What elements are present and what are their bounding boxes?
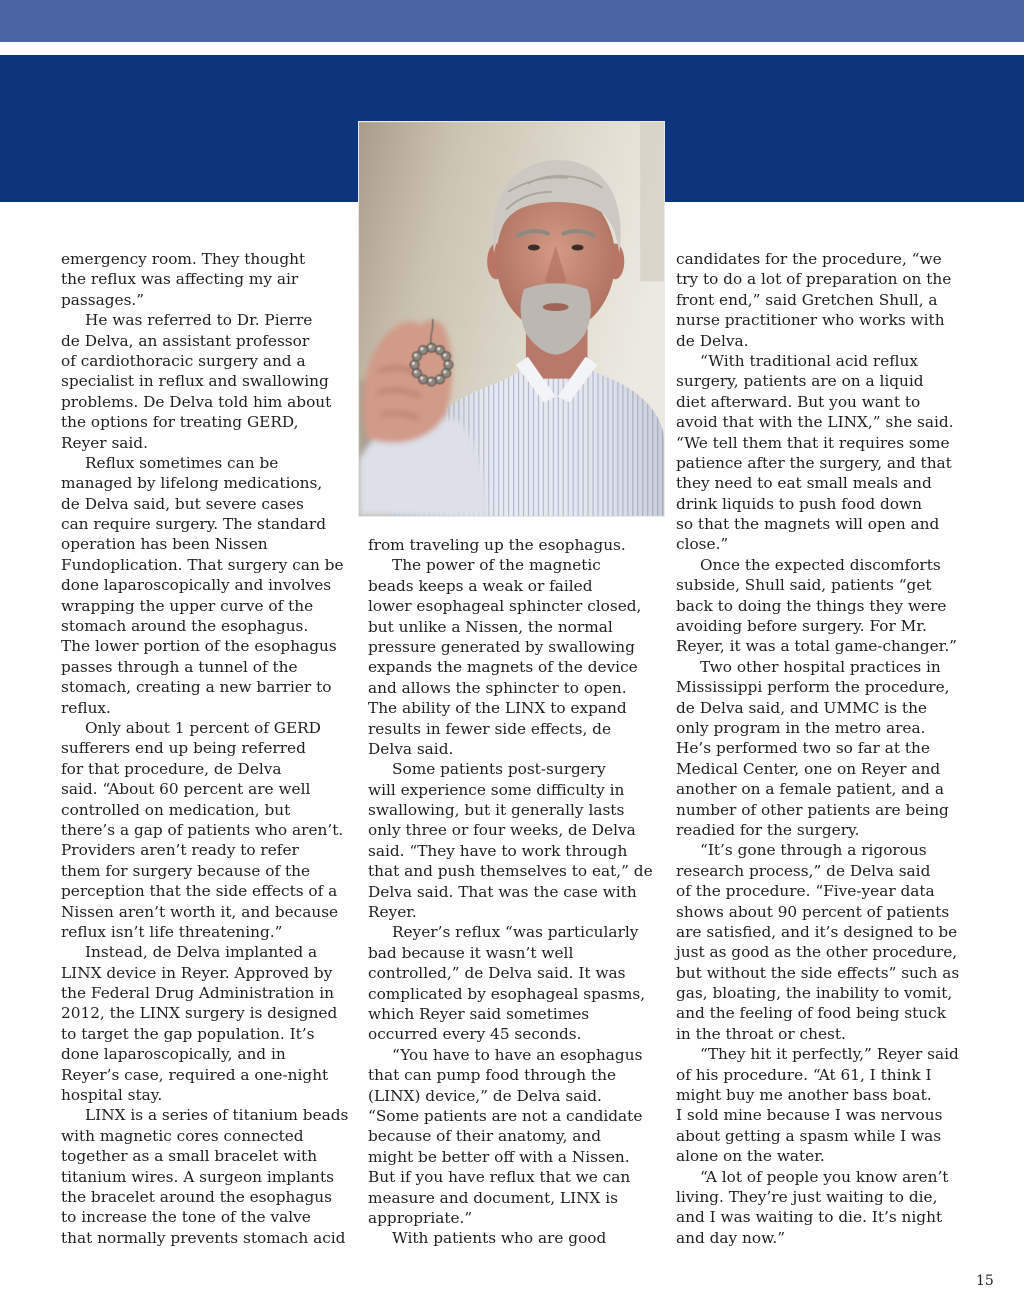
text-line: perception that the side effects of a <box>61 882 338 901</box>
text-line: Reflux sometimes can be <box>85 453 279 472</box>
text-line: controlled on medication, but <box>61 800 291 819</box>
text-line: Fundoplication. That surgery can be <box>61 555 344 574</box>
paragraph <box>61 1105 353 1248</box>
text-line: for that procedure, de Delva <box>61 759 282 778</box>
text-line: number of other patients are being <box>676 800 949 819</box>
linx-bead <box>435 375 444 384</box>
text-line: de Delva said, and UMMC is the <box>676 698 927 717</box>
text-line: Delva said. That was the case with <box>368 882 637 901</box>
text-line: With patients who are good <box>392 1229 607 1248</box>
text-line: expands the magnets of the device <box>368 658 638 677</box>
text-line: Reyer, it was a total game-changer.” <box>676 637 957 656</box>
paragraph <box>676 249 976 351</box>
text-line: stomach, creating a new barrier to <box>61 678 332 697</box>
paragraph <box>676 1044 976 1166</box>
text-line: measure and document, LINX is <box>368 1188 619 1207</box>
text-line: diet afterward. But you want to <box>676 392 921 411</box>
text-line: The power of the magnetic <box>392 556 601 575</box>
linx-bead <box>412 369 421 378</box>
text-line: 2012, the LINX surgery is designed <box>61 1004 338 1023</box>
article-column-1 <box>61 249 353 1248</box>
text-line: occurred every 45 seconds. <box>368 1025 582 1044</box>
text-line: and the feeling of food being stuck <box>676 1004 946 1023</box>
text-line: gas, bloating, the inability to vomit, <box>676 984 953 1003</box>
right-eye <box>572 244 584 250</box>
text-line: de Delva said, but severe cases <box>61 494 304 513</box>
text-line: controlled,” de Delva said. It was <box>368 964 626 983</box>
paragraph <box>61 718 353 942</box>
text-line: reflux isn’t life threatening.” <box>61 922 283 941</box>
text-line: “They hit it perfectly,” Reyer said <box>700 1045 959 1064</box>
text-line: specialist in reflux and swallowing <box>61 372 329 391</box>
text-line: nurse practitioner who works with <box>676 311 945 330</box>
text-line: from traveling up the esophagus. <box>368 536 626 554</box>
text-line: hospital stay. <box>61 1086 163 1105</box>
text-line: stomach around the esophagus. <box>61 617 309 636</box>
article-column-2 <box>368 535 668 1249</box>
mouth <box>543 303 569 311</box>
text-line: try to do a lot of preparation on the <box>676 270 952 289</box>
paragraph <box>676 840 976 1044</box>
text-line: candidates for the procedure, “we <box>676 250 942 268</box>
text-line: done laparoscopically and involves <box>61 576 332 595</box>
text-line: them for surgery because of the <box>61 861 311 880</box>
text-line: Two other hospital practices in <box>700 657 941 676</box>
text-line: avoid that with the LINX,” she said. <box>676 413 954 432</box>
text-line: LINX is a series of titanium beads <box>85 1106 349 1125</box>
text-line: Medical Center, one on Reyer and <box>676 759 941 778</box>
paragraph <box>676 555 976 657</box>
text-line: Providers aren’t ready to refer <box>61 841 299 860</box>
text-line: the bracelet around the esophagus <box>61 1187 332 1206</box>
text-line: living. They’re just waiting to die, <box>676 1187 938 1206</box>
text-line: only program in the metro area. <box>676 718 926 737</box>
text-line: results in fewer side effects, de <box>368 719 612 738</box>
linx-bead <box>444 360 453 369</box>
text-line: Delva said. <box>368 739 454 758</box>
text-line: but unlike a Nissen, the normal <box>368 617 613 636</box>
paragraph <box>61 453 353 718</box>
text-line: lower esophageal sphincter closed, <box>368 597 642 616</box>
text-line: LINX device in Reyer. Approved by <box>61 963 333 982</box>
text-line: with magnetic cores connected <box>61 1126 304 1145</box>
text-line: said. “About 60 percent are well <box>61 780 311 799</box>
text-line: He’s performed two so far at the <box>676 739 930 758</box>
text-line: passages.” <box>61 290 145 309</box>
paragraph <box>368 922 668 1044</box>
article-photo <box>358 121 665 517</box>
text-line: drink liquids to push food down <box>676 494 922 513</box>
text-line: which Reyer said sometimes <box>368 1004 590 1023</box>
text-line: Reyer’s case, required a one-night <box>61 1065 329 1084</box>
linx-bead <box>410 360 419 369</box>
paragraph <box>676 351 976 555</box>
text-line: titanium wires. A surgeon implants <box>61 1167 334 1186</box>
text-line: swallowing, but it generally lasts <box>368 801 625 820</box>
left-eye <box>528 244 540 250</box>
text-line: only three or four weeks, de Delva <box>368 821 636 840</box>
text-line: might buy me another bass boat. <box>676 1086 932 1105</box>
text-line: and I was waiting to die. It’s night <box>676 1208 943 1227</box>
text-line: I sold mine because I was nervous <box>676 1106 943 1125</box>
paragraph <box>676 1167 976 1249</box>
text-line: appropriate.” <box>368 1208 473 1227</box>
text-line: that can pump food through the <box>368 1066 616 1085</box>
text-line: might be better off with a Nissen. <box>368 1147 630 1166</box>
text-line: the reflux was affecting my air <box>61 270 299 289</box>
text-line: and day now.” <box>676 1228 786 1247</box>
paragraph <box>368 759 668 922</box>
paragraph <box>368 1045 668 1229</box>
text-line: He was referred to Dr. Pierre <box>85 311 313 330</box>
text-line: Reyer. <box>368 903 417 922</box>
text-line: bad because it wasn’t well <box>368 943 574 962</box>
text-line: they need to eat small meals and <box>676 474 932 493</box>
text-line: done laparoscopically, and in <box>61 1045 286 1064</box>
text-line: reflux. <box>61 698 111 717</box>
text-line: and allows the sphincter to open. <box>368 678 627 697</box>
text-line: just as good as the other procedure, <box>676 943 958 962</box>
linx-bead <box>427 343 436 352</box>
text-line: complicated by esophageal spasms, <box>368 984 646 1003</box>
text-line: another on a female patient, and a <box>676 780 944 799</box>
text-line: there’s a gap of patients who aren’t. <box>61 820 344 839</box>
text-line: The lower portion of the esophagus <box>61 637 337 656</box>
text-line: wrapping the upper curve of the <box>61 596 314 615</box>
text-line: de Delva, an assistant professor <box>61 331 310 350</box>
text-line: The ability of the LINX to expand <box>368 699 627 718</box>
text-line: surgery, patients are on a liquid <box>676 372 924 391</box>
text-line: problems. De Delva told him about <box>61 392 332 411</box>
text-line: together as a small bracelet with <box>61 1147 318 1166</box>
text-line: of his procedure. “At 61, I think I <box>676 1065 932 1084</box>
text-line: of cardiothoracic surgery and a <box>61 351 306 370</box>
text-line: beads keeps a weak or failed <box>368 576 593 595</box>
paragraph <box>368 535 668 555</box>
text-line: will experience some difficulty in <box>368 780 625 799</box>
text-line: Mississippi perform the procedure, <box>676 678 950 697</box>
paragraph <box>61 942 353 1105</box>
text-line: passes through a tunnel of the <box>61 657 298 676</box>
text-line: Only about 1 percent of GERD <box>85 718 321 737</box>
text-line: Nissen aren’t worth it, and because <box>61 902 339 921</box>
text-line: operation has been Nissen <box>61 535 268 554</box>
text-line: because of their anatomy, and <box>368 1127 602 1146</box>
text-line: “Some patients are not a candidate <box>368 1106 643 1125</box>
text-line: of the procedure. “Five-year data <box>676 882 935 901</box>
text-line: emergency room. They thought <box>61 250 306 268</box>
text-line: Once the expected discomforts <box>700 555 941 574</box>
linx-bead <box>419 346 428 355</box>
text-line: sufferers end up being referred <box>61 739 306 758</box>
text-line: that and push themselves to eat,” de <box>368 862 653 881</box>
paragraph <box>368 1228 668 1248</box>
text-line: back to doing the things they were <box>676 596 947 615</box>
text-line: research process,” de Delva said <box>676 861 931 880</box>
text-line: de Delva. <box>676 331 749 350</box>
text-line: avoiding before surgery. For Mr. <box>676 617 927 636</box>
text-line: that normally prevents stomach acid <box>61 1228 346 1247</box>
text-line: said. “They have to work through <box>368 841 628 860</box>
text-line: Instead, de Delva implanted a <box>85 943 318 962</box>
paragraph <box>61 249 353 310</box>
text-line: in the throat or chest. <box>676 1024 846 1043</box>
text-line: can require surgery. The standard <box>61 515 326 534</box>
text-line: about getting a spasm while I was <box>676 1126 942 1145</box>
text-line: alone on the water. <box>676 1147 825 1166</box>
text-line: are satisfied, and it’s designed to be <box>676 922 958 941</box>
text-line: managed by lifelong medications, <box>61 474 323 493</box>
text-line: patience after the surgery, and that <box>676 453 952 472</box>
text-line: the Federal Drug Administration in <box>61 984 334 1003</box>
text-line: Some patients post-surgery <box>392 760 606 779</box>
text-line: Reyer said. <box>61 433 148 452</box>
linx-bead <box>442 352 451 361</box>
text-line: “With traditional acid reflux <box>700 351 918 370</box>
text-line: to increase the tone of the valve <box>61 1208 311 1227</box>
text-line: But if you have reflux that we can <box>368 1168 631 1187</box>
linx-bead <box>427 377 436 386</box>
paragraph <box>368 555 668 759</box>
text-line: so that the magnets will open and <box>676 515 940 534</box>
text-line: “You have to have an esophagus <box>392 1045 643 1064</box>
article-column-3 <box>676 249 976 1248</box>
text-line: pressure generated by swallowing <box>368 637 635 656</box>
text-line: “It’s gone through a rigorous <box>700 841 927 860</box>
paragraph <box>61 310 353 453</box>
text-line: to target the gap population. It’s <box>61 1024 315 1043</box>
text-line: shows about 90 percent of patients <box>676 902 950 921</box>
top-color-band <box>0 0 1024 42</box>
text-line: “A lot of people you know aren’t <box>700 1167 949 1186</box>
text-line: front end,” said Gretchen Shull, a <box>676 290 938 309</box>
page-number: 15 <box>976 1273 994 1289</box>
text-line: “We tell them that it requires some <box>676 433 950 452</box>
text-line: Reyer’s reflux “was particularly <box>392 923 639 942</box>
paragraph <box>676 657 976 841</box>
text-line: subside, Shull said, patients “get <box>676 576 932 595</box>
text-line: close.” <box>676 535 729 554</box>
photo-illustration <box>359 122 664 516</box>
text-line: but without the side effects” such as <box>676 963 960 982</box>
text-line: (LINX) device,” de Delva said. <box>368 1086 602 1105</box>
text-line: readied for the surgery. <box>676 820 860 839</box>
text-line: the options for treating GERD, <box>61 413 299 432</box>
